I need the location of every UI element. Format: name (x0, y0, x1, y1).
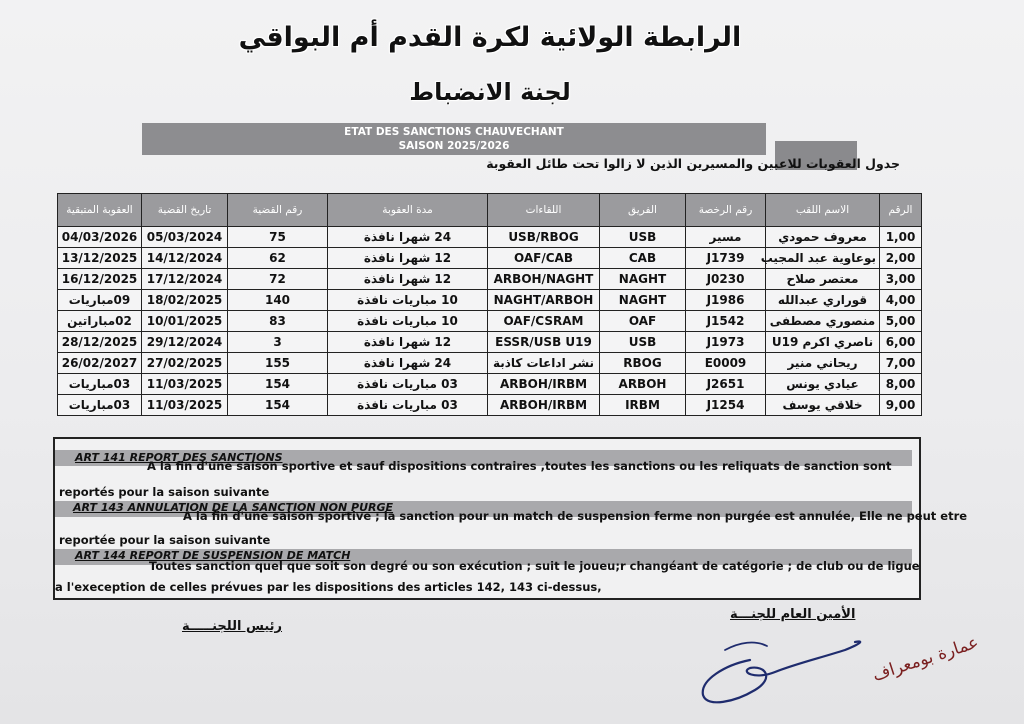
cell-case-date: 05/03/2024 (142, 227, 228, 248)
cell-number: 8,00 (880, 374, 922, 395)
art144-title: ART 144 REPORT DE SUSPENSION DE MATCH (75, 549, 351, 562)
cell-license: J0230 (686, 269, 766, 290)
cell-case-number: 155 (228, 353, 328, 374)
table-header-row (58, 194, 922, 227)
cell-team: CAB (600, 248, 686, 269)
header-name: الاسم اللقب (766, 194, 880, 227)
cell-case-date: 11/03/2025 (142, 395, 228, 416)
signature-name: عمارة بومعراف (870, 632, 982, 686)
cell-number: 4,00 (880, 290, 922, 311)
cell-license: E0009 (686, 353, 766, 374)
cell-team: OAF (600, 311, 686, 332)
art141-title: ART 141 REPORT DES SANCTIONS (75, 451, 283, 464)
table-title: جدول العقوبات للاعبين والمسيرين الذين لا زالوا تحت طائل العقوبة (486, 156, 900, 171)
cell-number: 2,00 (880, 248, 922, 269)
cell-case-number: 140 (228, 290, 328, 311)
header-case-number: رقم القضية (228, 194, 328, 227)
cell-name: منصوري مصطفى (766, 311, 880, 332)
cell-team: USB (600, 227, 686, 248)
cell-remaining: 03مباريات (58, 374, 142, 395)
header-duration: مدة العقوبة (328, 194, 488, 227)
cell-team: USB (600, 332, 686, 353)
cell-matches: USB/RBOG (488, 227, 600, 248)
cell-remaining: 13/12/2025 (58, 248, 142, 269)
cell-name: قوراري عبدالله (766, 290, 880, 311)
cell-case-date: 10/01/2025 (142, 311, 228, 332)
cell-case-date: 14/12/2024 (142, 248, 228, 269)
header-remaining: العقوبة المتبقية (58, 194, 142, 227)
cell-matches: NAGHT/ARBOH (488, 290, 600, 311)
articles-box (53, 437, 968, 600)
cell-duration: 03 مباريات نافذة (328, 395, 488, 416)
cell-name: عيادي يونس (766, 374, 880, 395)
art144-line-1: Toutes sanction quel que soit son degré ou son exécution ; suit le joueu;r changéant de catégorie ; de club ou de ligue (149, 559, 920, 573)
art143-title: ART 143 ANNULATION DE LA SANCTION NON PURGE (73, 501, 394, 514)
cell-duration: 24 شهرا نافذة (328, 227, 488, 248)
table-row (58, 269, 922, 290)
cell-remaining: 09مباريات (58, 290, 142, 311)
table-row (58, 311, 922, 332)
header-case-date: تاريخ القضية (142, 194, 228, 227)
cell-matches: ESSR/USB U19 (488, 332, 600, 353)
cell-case-date: 17/12/2024 (142, 269, 228, 290)
cell-duration: 10 مباريات نافذة (328, 311, 488, 332)
cell-license: مسير (686, 227, 766, 248)
cell-case-number: 62 (228, 248, 328, 269)
cell-team: RBOG (600, 353, 686, 374)
cell-team: NAGHT (600, 269, 686, 290)
cell-number: 5,00 (880, 311, 922, 332)
cell-team: IRBM (600, 395, 686, 416)
league-title: الرابطة الولائية لكرة القدم أم البواقي (238, 22, 742, 53)
art143-line-2: reportée pour la saison suivante (59, 533, 271, 547)
cell-duration: 24 شهرا نافذة (328, 353, 488, 374)
cell-name: ناصري اكرم U19 (766, 332, 880, 353)
cell-remaining: 28/12/2025 (58, 332, 142, 353)
cell-name: معروف حمودي (766, 227, 880, 248)
cell-name: ريحاني منير (766, 353, 880, 374)
cell-case-number: 3 (228, 332, 328, 353)
table-row (58, 290, 922, 311)
cell-license: J1986 (686, 290, 766, 311)
cell-case-number: 75 (228, 227, 328, 248)
sanctions-table (57, 193, 922, 416)
table-row (58, 227, 922, 248)
table-row (58, 374, 922, 395)
cell-case-number: 83 (228, 311, 328, 332)
table-row (58, 248, 922, 269)
cell-case-date: 11/03/2025 (142, 374, 228, 395)
cell-license: J2651 (686, 374, 766, 395)
header-number: الرقم (880, 194, 922, 227)
cell-number: 7,00 (880, 353, 922, 374)
cell-license: J1973 (686, 332, 766, 353)
cell-number: 9,00 (880, 395, 922, 416)
cell-case-date: 18/02/2025 (142, 290, 228, 311)
cell-license: J1254 (686, 395, 766, 416)
cell-remaining: 16/12/2025 (58, 269, 142, 290)
cell-duration: 03 مباريات نافذة (328, 374, 488, 395)
art141-line-2: reportés pour la saison suivante (59, 485, 270, 499)
cell-matches: OAF/CAB (488, 248, 600, 269)
cell-case-date: 27/02/2025 (142, 353, 228, 374)
table-row (58, 332, 922, 353)
header-team: الفريق (600, 194, 686, 227)
cell-team: ARBOH (600, 374, 686, 395)
cell-duration: 12 شهرا نافذة (328, 248, 488, 269)
secretary-label: الأمين العام للجنـــة (730, 607, 856, 622)
cell-duration: 10 مباريات نافذة (328, 290, 488, 311)
art144-line-2: a l'exeception de celles prévues par les dispositions des articles 142, 143 ci-dessus, (55, 580, 602, 594)
committee-title: لجنة الانضباط (409, 78, 571, 106)
cell-name: معتصر صلاح (766, 269, 880, 290)
cell-name: خلاقي يوسف (766, 395, 880, 416)
banner-line-2: SAISON 2025/2026 (398, 140, 510, 152)
table-row (58, 353, 922, 374)
header-license: رقم الرخصة (686, 194, 766, 227)
cell-matches: ARBOH/IRBM (488, 374, 600, 395)
cell-case-number: 154 (228, 395, 328, 416)
cell-number: 3,00 (880, 269, 922, 290)
cell-duration: 12 شهرا نافذة (328, 269, 488, 290)
cell-matches: OAF/CSRAM (488, 311, 600, 332)
art141-line-1: A la fin d'une saison sportive et sauf dispositions contraires ,toutes les sanctions ou les reliquats de sanction sont (147, 459, 892, 473)
president-label: رئيس اللجنـــــة (182, 619, 282, 634)
cell-remaining: 02مباراتين (58, 311, 142, 332)
cell-case-number: 154 (228, 374, 328, 395)
cell-remaining: 26/02/2027 (58, 353, 142, 374)
cell-matches: نشر اداعات كاذبة (488, 353, 600, 374)
cell-duration: 12 شهرا نافذة (328, 332, 488, 353)
cell-number: 6,00 (880, 332, 922, 353)
cell-license: J1739 (686, 248, 766, 269)
cell-number: 1,00 (880, 227, 922, 248)
cell-remaining: 04/03/2026 (58, 227, 142, 248)
banner-line-1: ETAT DES SANCTIONS CHAUVECHANT (344, 126, 564, 138)
cell-matches: ARBOH/IRBM (488, 395, 600, 416)
cell-name: بوعاوية عبد المجيب (766, 248, 880, 269)
cell-license: J1542 (686, 311, 766, 332)
header-matches: اللقاءات (488, 194, 600, 227)
cell-case-number: 72 (228, 269, 328, 290)
cell-matches: ARBOH/NAGHT (488, 269, 600, 290)
sanctions-banner (142, 123, 766, 155)
table-row (58, 395, 922, 416)
art143-line-1: A la fin d'une saison sportive ; la sanction pour un match de suspension ferme non purgée est annulée, Elle ne peut etre (183, 509, 968, 523)
cell-case-date: 29/12/2024 (142, 332, 228, 353)
cell-remaining: 03مباريات (58, 395, 142, 416)
cell-team: NAGHT (600, 290, 686, 311)
handwritten-signature (695, 620, 982, 715)
